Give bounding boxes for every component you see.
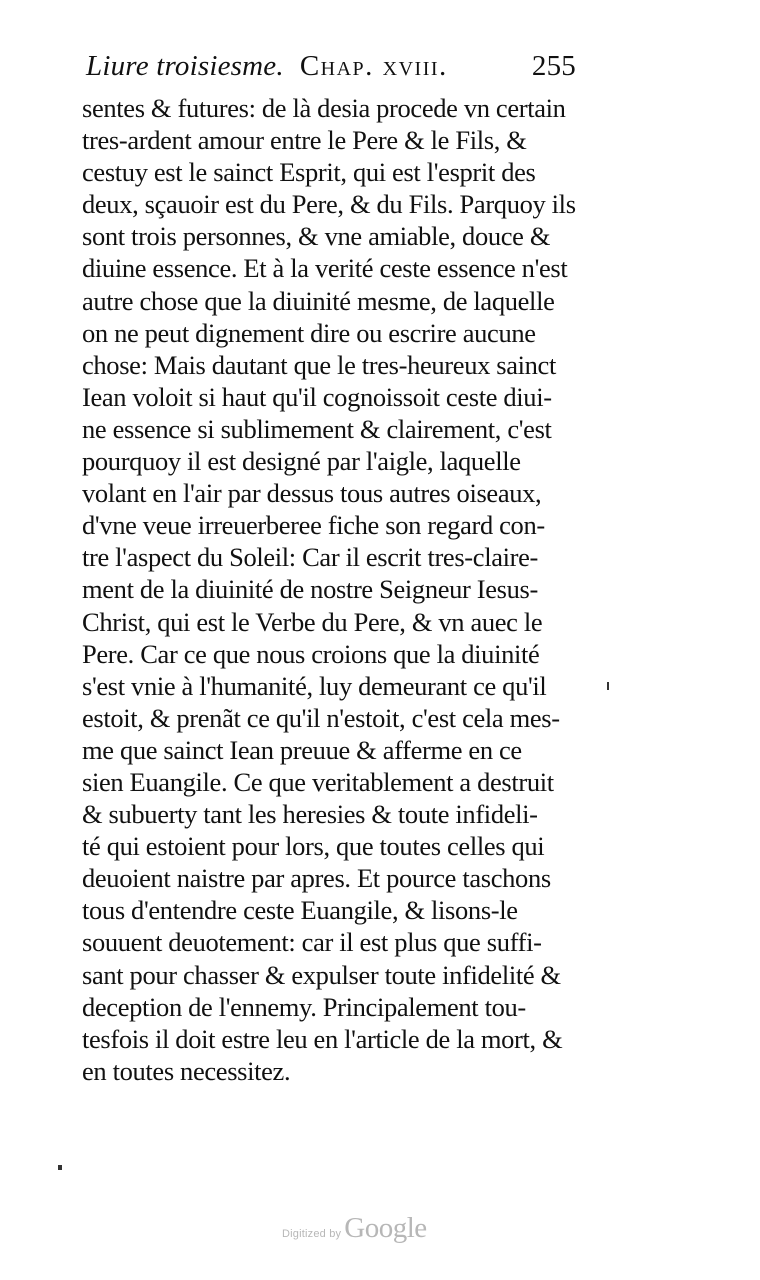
text-line: volant en l'air par dessus tous autres oiseaux, — [82, 478, 542, 509]
text-line: & subuerty tant les heresies & toute infideli- — [82, 799, 538, 830]
text-line: d'vne veue irreuerberee fiche son regard con- — [82, 510, 545, 541]
text-line: s'est vnie à l'humanité, luy demeurant ce qu'il — [82, 670, 547, 701]
text-line: sien Euangile. Ce que veritablement a destruit — [82, 766, 554, 797]
text-line: té qui estoient pour lors, que toutes celles qui — [82, 831, 545, 862]
text-line: sentes & futures: de là desia procede vn certain — [82, 93, 566, 123]
text-line: chose: Mais dautant que le tres-heureux sainct — [82, 349, 556, 380]
text-line: pourquoy il est designé par l'aigle, laquelle — [82, 446, 521, 477]
text-line: deuoient naistre par apres. Et pource taschons — [82, 863, 551, 894]
text-line: on ne peut dignement dire ou escrire aucune — [82, 317, 536, 348]
text-line: ment de la diuinité de nostre Seigneur Iesus- — [82, 574, 538, 605]
text-line: autre chose que la diuinité mesme, de laquelle — [82, 285, 555, 316]
body-text — [82, 92, 582, 1087]
text-line: Iean voloit si haut qu'il cognoissoit ceste diui- — [82, 381, 552, 412]
digitization-watermark — [282, 1212, 452, 1242]
ink-speck-mark — [607, 682, 609, 690]
text-line: tous d'entendre ceste Euangile, & lisons-le — [82, 895, 518, 926]
text-line: me que sainct Iean preuue & afferme en ce — [82, 734, 522, 765]
chapter-heading: Chap. xviii. — [299, 50, 448, 82]
text-line: tres-ardent amour entre le Pere & le Fils, & — [82, 125, 527, 156]
text-line: deux, sçauoir est du Pere, & du Fils. Parquoy ils — [82, 189, 576, 220]
text-line: souuent deuotement: car il est plus que suffi- — [82, 927, 542, 958]
text-line: deception de l'ennemy. Principalement tou- — [82, 991, 526, 1022]
text-line: tre l'aspect du Soleil: Car il escrit tres-claire- — [82, 542, 538, 573]
ink-speck-mark — [58, 1165, 62, 1170]
text-line: ne essence si sublimement & clairement, c'est — [82, 413, 552, 444]
text-line: diuine essence. Et à la verité ceste essence n'est — [82, 253, 568, 284]
watermark-prefix: Digitized by — [282, 1228, 342, 1240]
text-line: sont trois personnes, & vne amiable, douce & — [82, 221, 551, 252]
page-number: 255 — [531, 50, 576, 82]
text-line: cestuy est le sainct Esprit, qui est l'esprit des — [82, 157, 536, 188]
text-line: estoit, & prenãt ce qu'il n'estoit, c'est cela mes- — [82, 702, 560, 733]
text-line: Christ, qui est le Verbe du Pere, & vn auec le — [82, 606, 543, 637]
text-line: tesfois il doit estre leu en l'article de la mort, & — [82, 1023, 563, 1054]
text-line: en toutes necessitez. — [82, 1055, 291, 1086]
text-line: sant pour chasser & expulser toute infidelité & — [82, 959, 561, 990]
text-line: Pere. Car ce que nous croions que la diuinité — [82, 638, 540, 669]
google-logo: Google — [344, 1212, 427, 1244]
running-header — [86, 50, 576, 90]
running-title: Liure troisiesme. — [86, 50, 284, 82]
